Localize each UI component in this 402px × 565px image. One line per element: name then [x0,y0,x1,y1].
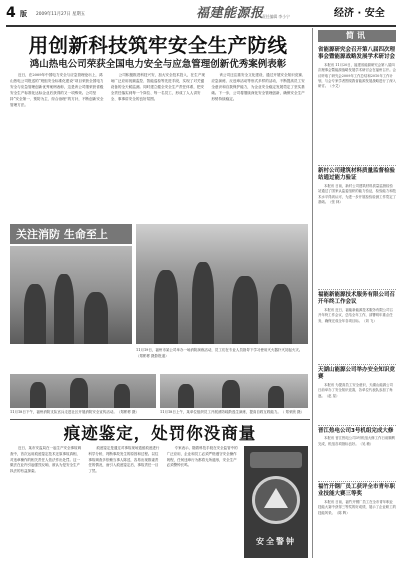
lead-column-1: 近日，在2009年中国电力安全与应急管理论坛上，鸿山热电公司报送的“班组安全标准化建设”项目荣获全国电力安全与应急管理创新优秀案例表彰，这是该公司继荣获省级安全生产标准化达标企业后获得的又一项殊荣。公司坚持“安全第一、预防为主、综合治理”的方针，不断创新安全管理方法。 [10,73,104,108]
lead-subheadline: 鸿山热电公司荣获全国电力安全与应急管理创新优秀案例表彰 [29,59,287,70]
second-column-3: 专家表示，随着科技手段在安全监管中的广泛应用，企业和员工必须严格遵守安全操作规程，任何违章行为都将无所遁形，安全生产必须警钟长鸣。 [166,446,238,468]
brief-item [318,428,396,462]
briefs-banner: 简讯 [318,30,396,42]
photo-fire-drill [10,246,132,344]
brief-body: 本报讯 近日，福能新能源技术服务有限公司召开年终工作会议，总结全年工作，部署明年重点任务，确保完成全年各项目标。（刘 飞） [318,307,393,323]
newspaper-masthead: 福建能源报 [196,6,264,21]
brief-item [318,168,396,250]
photo-caption-1: 11月19日，福州市某公司举办一场消防演练活动，员工们在专业人员指导下学习使用灭火器扑灭初起火灾。（郑彬彬 摄影报道） [136,348,303,358]
lead-column-3: 该公司还注重安全文化建设，通过开展安全知识竞赛、应急演练、反违章活动等形式多样的活动，不断提高员工安全意识和自我保护能力，为企业安全稳定发展奠定了坚实基础。下一步，公司将继续深化安全管理创新，确保安全生产形势持续稳定。 [211,73,306,102]
feature-banner-text: 关注消防 生命至上 [16,228,108,241]
alarm-light [250,452,302,468]
brief-item [318,292,396,350]
brief-separator [318,165,396,166]
brief-body: 本报讯 11月20日，福建省能源研究会第八届四次理事会暨能源战略发展学术研讨会在福州召开。会议听取了研究会2009年工作总结和2010年工作计划，与会专家学者围绕我省能源发展战略进行了深入研讨。（小艾） [318,62,396,89]
brief-title: 晋江热电公司3号机组完成大修 [318,428,394,434]
illustration-caption: 安全警钟 [256,537,296,546]
brief-item [318,367,396,417]
page-number: 4 [6,5,16,21]
brief-separator [318,481,396,482]
second-headline: 痕迹鉴定，处罚你没商量 [63,424,257,443]
lead-column-2: 公司积极推进科技兴安，加大安全技术投入，在生产现场广泛应用视频监控、智能巡检等先进手段，实现了对关键设备的全天候监测。同时建立健全安全生产责任体系，把安全责任落实到每一个岗位、每一名员工，形成了人人讲安全、事事讲安全的良好氛围。 [110,73,205,102]
second-column-2: 痕迹鉴定是通过对事故现场遗留痕迹进行科学分析，判断事故发生的原因和过程。以往事故调查多依赖当事人陈述，容易出现推诿责任的情况，而引入痕迹鉴定后，事故责任一目了然。 [88,446,160,474]
lead-article-body [10,72,306,222]
brief-separator [318,289,396,290]
feature-banner [10,224,132,244]
brief-item [318,484,396,530]
photo-evacuation-drill [160,374,308,408]
brief-title: 福能新能源技术服务有限公司召开年终工作会议 [318,292,396,306]
photo-extinguisher-training [136,224,308,344]
photo-feature [10,224,308,416]
page-number-unit: 版 [20,10,27,18]
brief-body: 本报讯 为提高员工安全意识，天湖山能源公司日前举办了安全知识竞赛，各单位代表队参加了角逐。（赵 星） [318,382,393,398]
second-article-body [10,446,240,558]
second-column-1: 近日，某市安监局在一起生产安全事故调查中，首次运用痕迹鉴定技术还原事故真相，对违章操作的相关责任人依法作出处罚。这一做法在业内引起强烈反响，被认为是安全生产执法的有益探索。 [10,446,81,474]
brief-title: 天湖山能源公司举办安全知识竞赛 [318,367,396,381]
brief-body: 本报讯 日前，新村公司建筑材料质量监督检验站通过了国家认监委组织的能力验证，检验能力和技术水平得到认可，为进一步开展检验检测工作奠定了基础。（张 林） [318,183,396,205]
lead-headline: 用创新科技筑牢安全生产防线 [28,34,288,57]
editor-credit: 责任编辑 李小宁 [262,14,290,19]
header-rule [6,25,396,27]
column-divider [312,28,313,558]
photo-caption-3: 11月18日上午，某单位组织员工开展消防疏散逃生演练，提高自救互救能力。（ 郑荣欣 摄） [160,410,305,414]
brief-title: 福竹开钢厂员工获评全市青年职业技能大赛三等奖 [318,484,396,498]
photo-community-outreach [10,374,156,408]
brief-item [318,47,396,121]
warning-triangle-icon [264,488,288,508]
issue-date: 2009年11月27日 星期五 [36,12,86,17]
section-title: 经济 · 安全 [334,8,385,19]
brief-title: 省能源研究会召开第八届四次理事会暨能源战略发展学术研讨会 [318,47,396,61]
brief-separator [318,425,396,426]
section-rule [10,419,310,420]
page-header [6,5,396,24]
brief-body: 本报讯 晋江热电公司3号机组大修工作日前顺利完成，机组各项指标良好。（吴 敏） [318,436,396,446]
photo-caption-2: 11月18日下午，福州消防支队官兵走进社区开展消防安全宣传活动。（郑彬彬 摄） [10,410,140,414]
safety-alarm-illustration [244,446,308,558]
brief-separator [318,364,396,365]
brief-title: 新村公司建筑材料质量监督检验站通过能力验证 [318,168,396,182]
brief-body: 本报讯 日前，福竹开钢厂员工在全市青年职业技能大赛中获得三等奖的好成绩，展示了企业职工的技能风采。（陈 辉） [318,499,396,515]
